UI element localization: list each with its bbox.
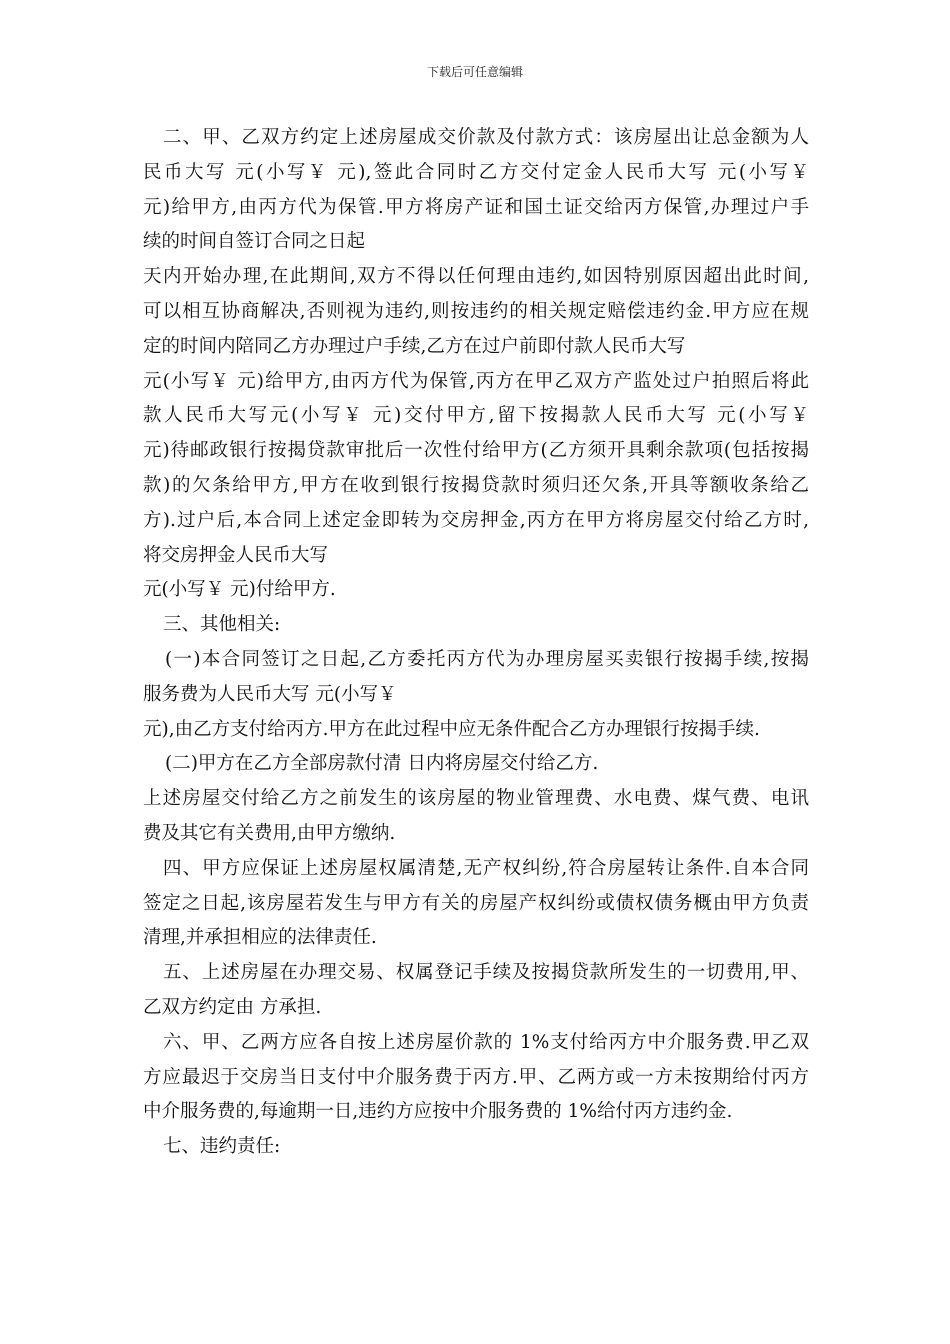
- page-header: 下载后可任意编辑: [426, 65, 523, 79]
- body-line: 定的时间内陪同乙方办理过户手续,乙方在过户前即付款人民币大写: [143, 335, 686, 357]
- body-line: 费及其它有关费用,由甲方缴纳.: [143, 822, 396, 844]
- body-line: 六、甲、乙两方应各自按上述房屋价款的 1%支付给丙方中介服务费.甲乙双: [163, 1031, 809, 1053]
- body-line: 天内开始办理,在此期间,双方不得以任何理由违约,如因特别原因超出此时间,: [143, 266, 809, 288]
- body-line: 签定之日起,该房屋若发生与甲方有关的房屋产权纠纷或债权债务概由甲方负责: [143, 892, 809, 914]
- body-line: 可以相互协商解决,否则视为违约,则按违约的相关规定赔偿违约金.甲方应在规: [143, 300, 809, 322]
- body-line: 元(小写￥ 元)付给甲方.: [143, 579, 336, 601]
- body-line: 中介服务费的,每逾期一日,违约方应按中介服务费的 1%给付丙方违约金.: [143, 1101, 733, 1123]
- body-line: 民币大写 元(小写￥ 元),签此合同时乙方交付定金人民币大写 元(小写￥: [143, 161, 809, 183]
- body-line: 四、甲方应保证上述房屋权属清楚,无产权纠纷,符合房屋转让条件.自本合同: [163, 857, 809, 879]
- section-heading: 七、违约责任:: [163, 1136, 281, 1158]
- body-line: 将交房押金人民币大写: [143, 544, 329, 566]
- contract-body: [143, 121, 809, 1165]
- body-line: 续的时间自签订合同之日起: [143, 231, 366, 253]
- body-line: 元),由乙方支付给丙方.甲方在此过程中应无条件配合乙方办理银行按揭手续.: [143, 718, 760, 740]
- body-line: 元)给甲方,由丙方代为保管.甲方将房产证和国土证交给丙方保管,办理过户手: [143, 196, 809, 218]
- body-line: 服务费为人民币大写 元(小写￥: [143, 683, 397, 705]
- body-line: 元(小写￥ 元)给甲方,由丙方代为保管,丙方在甲乙双方产监处过户拍照后将此: [143, 370, 809, 392]
- body-line: 方应最迟于交房当日支付中介服务费于丙方.甲、乙两方或一方未按期给付丙方: [143, 1066, 809, 1088]
- body-line: 方).过户后,本合同上述定金即转为交房押金,丙方在甲方将房屋交付给乙方时,: [143, 509, 809, 531]
- body-line: 清理,并承担相应的法律责任.: [143, 927, 377, 949]
- section-heading: 三、其他相关:: [163, 614, 281, 636]
- body-line: 上述房屋交付给乙方之前发生的该房屋的物业管理费、水电费、煤气费、电讯: [143, 788, 809, 810]
- body-line: 款)的欠条给甲方,甲方在收到银行按揭贷款时须归还欠条,开具等额收条给乙: [143, 474, 809, 496]
- body-line: 二、甲、乙双方约定上述房屋成交价款及付款方式：该房屋出让总金额为人: [163, 127, 809, 148]
- body-line: 五、上述房屋在办理交易、权属登记手续及按揭贷款所发生的一切费用,甲、: [163, 962, 809, 984]
- body-line: (二)甲方在乙方全部房款付清 日内将房屋交付给乙方.: [165, 753, 599, 775]
- body-line: 乙双方约定由 方承担.: [143, 996, 322, 1018]
- body-line: (一)本合同签订之日起,乙方委托丙方代为办理房屋买卖银行按揭手续,按揭: [165, 648, 809, 670]
- body-line: 元)待邮政银行按揭贷款审批后一次性付给甲方(乙方须开具剩余款项(包括按揭: [143, 440, 809, 462]
- body-line: 款人民币大写元(小写￥ 元)交付甲方,留下按揭款人民币大写 元(小写￥: [143, 405, 809, 427]
